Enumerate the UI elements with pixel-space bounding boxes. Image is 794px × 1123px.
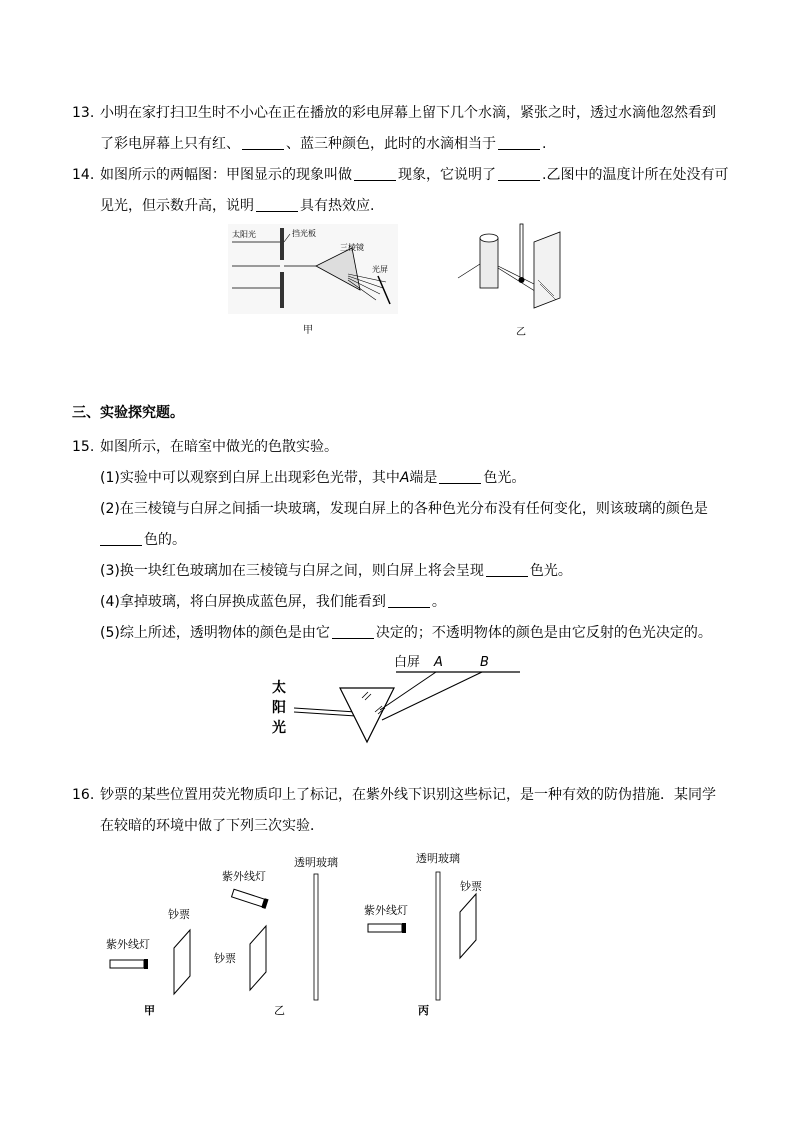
question-text: 色光。 xyxy=(483,470,526,486)
question-number: 13. xyxy=(72,105,95,121)
question-text: 现象，它说明了 xyxy=(398,167,496,183)
question-text: 了彩电屏幕上只有红、 xyxy=(100,136,240,152)
question-text: 小明在家打扫卫生时不小心在正在播放的彩电屏幕上留下几个水滴，紧张之时，透过水滴他忽然看到 xyxy=(100,105,716,121)
question-text: 端是 xyxy=(409,470,438,486)
question-text: . xyxy=(542,136,547,152)
uv-lamp-label: 紫外线灯 xyxy=(222,870,266,883)
question-text: 钞票的某些位置用荧光物质印上了标记，在紫外线下识别这些标记，是一种有效的防伪措施．某同学 xyxy=(100,787,716,803)
section-heading: 三、实验探究题。 xyxy=(72,405,184,421)
glass-label: 透明玻璃 xyxy=(294,856,338,869)
question-15 xyxy=(72,432,732,649)
question-text: 决定的；不透明物体的颜色是由它反射的色光决定的。 xyxy=(375,625,712,641)
question-text: 见光，但示数升高，说明 xyxy=(100,198,254,214)
answer-blank[interactable] xyxy=(439,469,481,484)
question-text: 如图所示的两幅图：甲图显示的现象叫做 xyxy=(100,167,352,183)
question-text: 。 xyxy=(431,594,446,610)
banknote-label: 钞票 xyxy=(168,908,190,921)
sunlight-char: 光 xyxy=(272,720,286,736)
glass-label: 透明玻璃 xyxy=(416,852,460,865)
question-number: 15. xyxy=(72,439,95,455)
answer-blank[interactable] xyxy=(242,135,284,150)
question-text: .乙图中的温度计所在处没有可 xyxy=(542,167,729,183)
point-b-label: B xyxy=(480,655,489,670)
question-text: (2)在三棱镜与白屏之间插一块玻璃，发现白屏上的各种色光分布没有任何变化，则该玻璃的颜色是 xyxy=(100,501,708,517)
question-number: 14. xyxy=(72,167,95,183)
caption-jia: 甲 xyxy=(144,1004,155,1017)
sunlight-label: 太阳光 xyxy=(232,230,256,239)
answer-blank[interactable] xyxy=(498,166,540,181)
figure-14-jia xyxy=(228,224,398,314)
question-16 xyxy=(72,780,732,842)
question-text: 具有热效应. xyxy=(300,198,375,214)
sunlight-char: 阳 xyxy=(272,700,286,716)
sunlight-char: 太 xyxy=(272,680,286,696)
point-a-label: A xyxy=(399,470,410,486)
question-text: (3)换一块红色玻璃加在三棱镜与白屏之间，则白屏上将会呈现 xyxy=(100,563,484,579)
white-screen-label: 白屏 xyxy=(394,655,421,670)
baffle-label: 挡光板 xyxy=(292,229,316,238)
figure-16 xyxy=(98,848,518,1028)
answer-blank[interactable] xyxy=(332,624,374,639)
prism-label: 三棱镜 xyxy=(340,243,364,252)
caption-yi: 乙 xyxy=(274,1004,285,1017)
question-text: 色光。 xyxy=(529,563,572,579)
question-text: (4)拿掉玻璃，将白屏换成蓝色屏，我们能看到 xyxy=(100,594,386,610)
caption-bing: 丙 xyxy=(418,1004,429,1017)
question-number: 16. xyxy=(72,787,95,803)
light-screen-label: 光屏 xyxy=(372,265,388,274)
answer-blank[interactable] xyxy=(498,135,540,150)
question-text: (5)综上所述，透明物体的颜色是由它 xyxy=(100,625,330,641)
figure-14-caption-jia: 甲 xyxy=(303,325,313,336)
point-a-label: A xyxy=(434,655,443,670)
question-text: 色的。 xyxy=(144,532,186,548)
figure-15 xyxy=(268,650,528,750)
question-text: (1)实验中可以观察到白屏上出现彩色光带，其中 xyxy=(100,470,400,486)
banknote-label: 钞票 xyxy=(460,880,482,893)
figure-14-caption-yi: 乙 xyxy=(516,327,526,338)
answer-blank[interactable] xyxy=(486,562,528,577)
question-13 xyxy=(72,98,732,160)
question-text: 在较暗的环境中做了下列三次实验． xyxy=(100,818,324,834)
answer-blank[interactable] xyxy=(100,531,142,546)
answer-blank[interactable] xyxy=(388,593,430,608)
uv-lamp-label: 紫外线灯 xyxy=(106,938,150,951)
answer-blank[interactable] xyxy=(354,166,396,181)
answer-blank[interactable] xyxy=(256,197,298,212)
question-text: 如图所示，在暗室中做光的色散实验。 xyxy=(100,439,338,455)
question-text: 、蓝三种颜色，此时的水滴相当于 xyxy=(286,136,496,152)
question-14 xyxy=(72,160,732,222)
figure-14-yi xyxy=(454,220,564,310)
banknote-label: 钞票 xyxy=(214,952,236,965)
uv-lamp-label: 紫外线灯 xyxy=(364,904,408,917)
